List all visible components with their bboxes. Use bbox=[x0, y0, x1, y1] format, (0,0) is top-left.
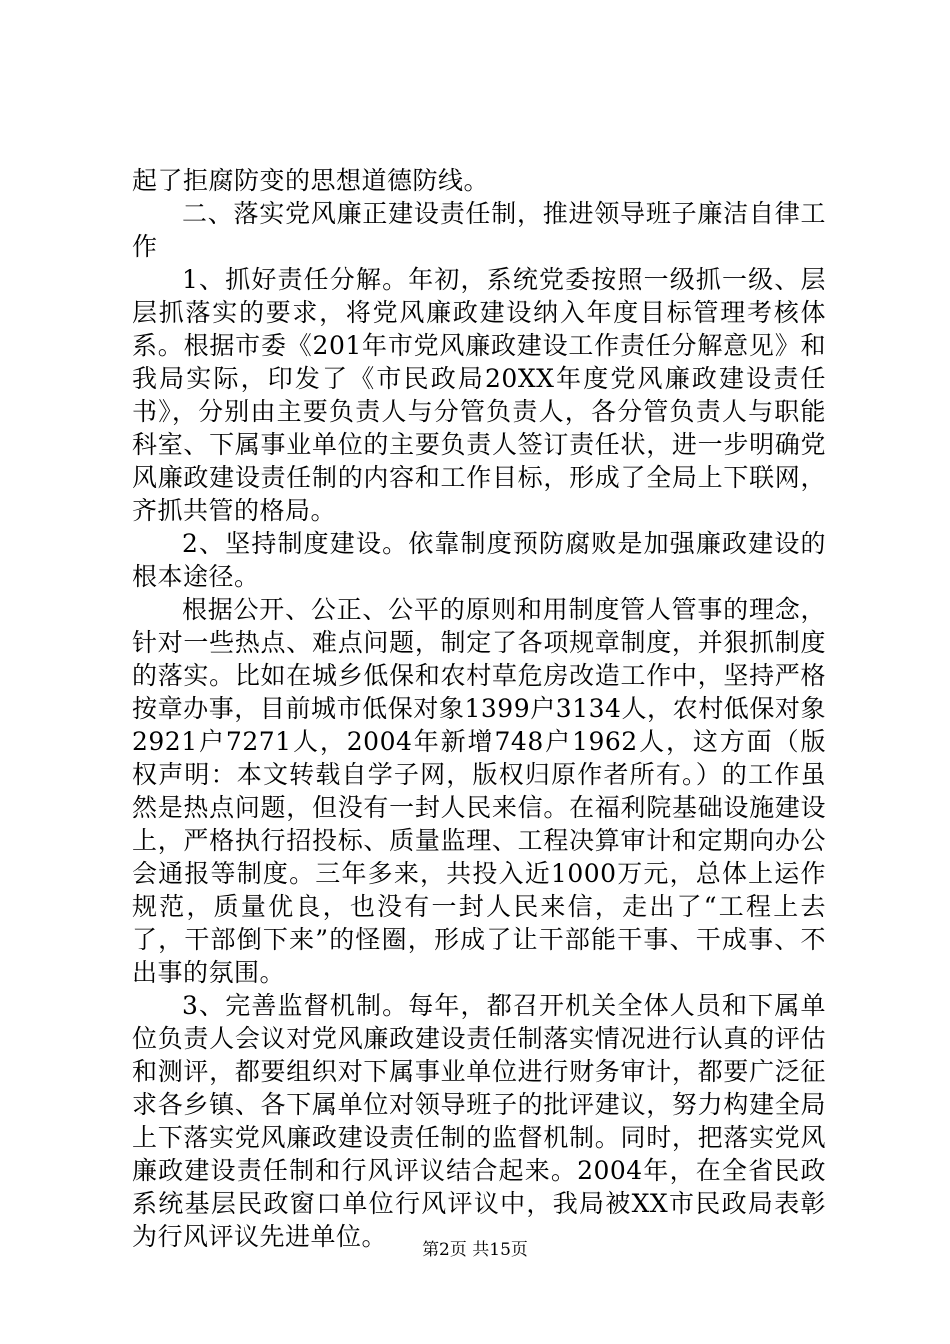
document-body bbox=[132, 164, 826, 1253]
paragraph-supervision: 3、完善监督机制。每年，都召开机关全体人员和下属单位负责人会议对党风廉政建设责任制落实情况进行认真的评估和测评，都要组织对下属事业单位进行财务审计，都要广泛征求各乡镇、各下属单位对领导班子的批评建议，努力构建全局上下落实党风廉政建设责任制的监督机制。同时，把落实党风廉政建设责任制和行风评议结合起来。2004年，在全省民政系统基层民政窗口单位行风评议中，我局被XX市民政局表彰为行风评议先进单位。 bbox=[132, 991, 826, 1251]
paragraph-continuation: 起了拒腐防变的思想道德防线。 bbox=[132, 166, 490, 195]
paragraph-responsibility: 1、抓好责任分解。年初，系统党委按照一级抓一级、层层抓落实的要求，将党风廉政建设纳入年度目标管理考核体系。根据市委《201年市党风廉政建设工作责任分解意见》和我局实际，印发了《市民政局20XX年度党风廉政建设责任书》，分别由主要负责人与分管负责人，各分管负责人与职能科室、下属事业单位的主要负责人签订责任状，进一步明确党风廉政建设责任制的内容和工作目标，形成了全局上下联网，齐抓共管的格局。 bbox=[132, 265, 826, 525]
paragraph-principles: 根据公开、公正、公平的原则和用制度管人管事的理念，针对一些热点、难点问题，制定了各项规章制度，并狠抓制度的落实。比如在城乡低保和农村草危房改造工作中，坚持严格按章办事，目前城市低保对象1399户3134人，农村低保对象2921户7271人，2004年新增748户1962人，这方面（版权声明：本文转载自学子网，版权归原作者所有。）的工作虽然是热点问题，但没有一封人民来信。在福利院基础设施建设上，严格执行招投标、质量监理、工程决算审计和定期向办公会通报等制度。三年多来，共投入近1000万元，总体上运作规范，质量优良，也没有一封人民来信，走出了“工程上去了，干部倒下来”的怪圈，形成了让干部能干事、干成事、不出事的氛围。 bbox=[132, 595, 826, 987]
paragraph-system-building: 2、坚持制度建设。依靠制度预防腐败是加强廉政建设的根本途径。 bbox=[132, 529, 826, 591]
page-footer: 第2页 共15页 bbox=[422, 1240, 528, 1260]
section-heading: 二、落实党风廉正建设责任制，推进领导班子廉洁自律工作 bbox=[132, 199, 826, 261]
